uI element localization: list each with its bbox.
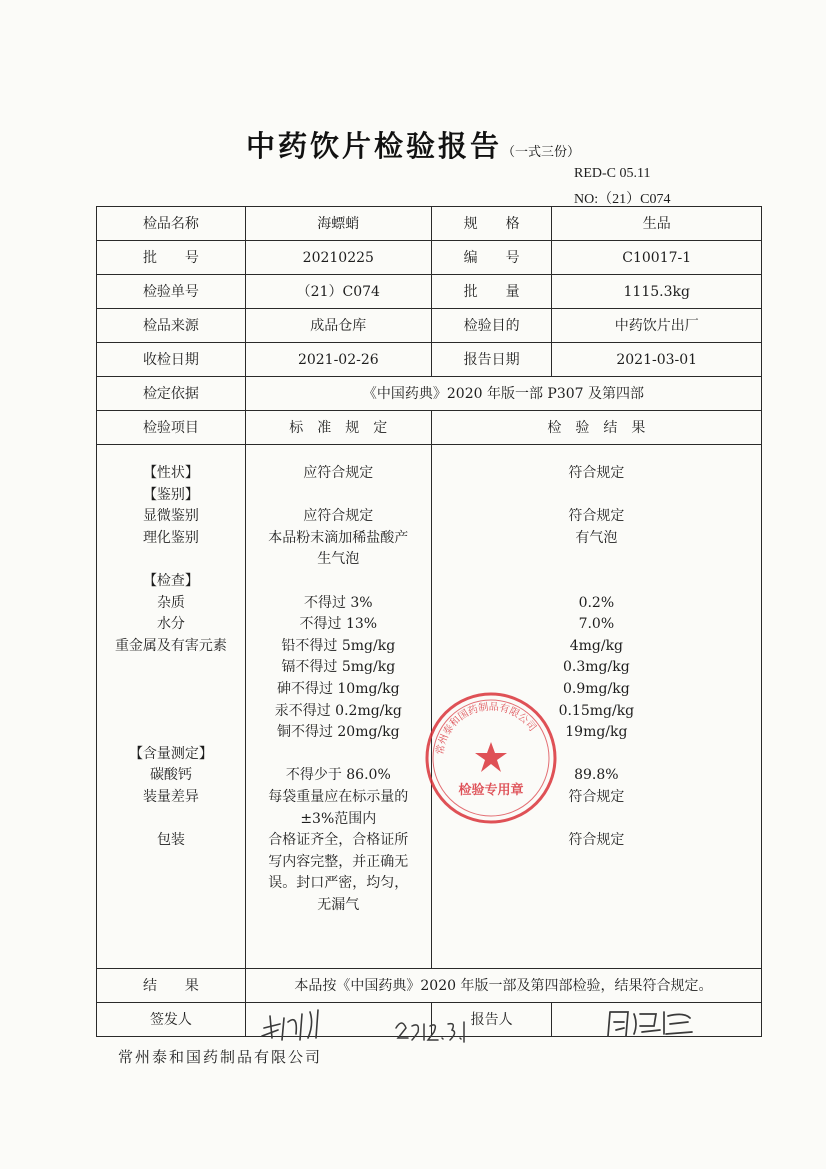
title-text: 中药饮片检验报告: [245, 129, 502, 163]
report-title: [0, 124, 826, 165]
source-label: 检品来源: [97, 309, 246, 343]
standards-cell: [245, 445, 431, 969]
report-date-label: 报告日期: [431, 343, 552, 377]
row-product-name: [97, 207, 762, 241]
batch-value: 20210225: [245, 241, 431, 275]
result-line: 0.3mg/kg: [563, 659, 630, 676]
standard-line: 每袋重量应在标示量的: [268, 788, 409, 805]
result-line: 4mg/kg: [569, 637, 624, 654]
reporter-label: 报告人: [431, 1003, 552, 1037]
result-line: 符合规定: [568, 832, 625, 849]
standard-line: 汞不得过 0.2mg/kg: [274, 702, 402, 719]
test-item: 装量差异: [142, 788, 199, 805]
standard-line: [246, 571, 431, 593]
row-conclusion: [97, 969, 762, 1003]
test-item: 碳酸钙: [149, 767, 192, 784]
standard-line: 不得过 3%: [303, 594, 373, 611]
row-dates: [97, 343, 762, 377]
standard-column-header: 标 准 规 定: [245, 411, 431, 445]
quantity-label: 批 量: [431, 275, 552, 309]
source-value: 成品仓库: [245, 309, 431, 343]
row-basis: [97, 377, 762, 411]
product-name-value: 海螵蛸: [245, 207, 431, 241]
test-item: [97, 809, 245, 831]
standard-line: 本品粉末滴加稀盐酸产: [268, 529, 409, 546]
standard-line: 应符合规定: [303, 465, 374, 481]
sign-date-handwriting: [394, 1014, 466, 1044]
result-line: 89.8%: [574, 767, 619, 784]
inspection-no-value: （21）C074: [245, 275, 431, 309]
test-item: 显微鉴别: [142, 508, 199, 525]
company-name: 常州泰和国药制品有限公司: [118, 1048, 323, 1066]
report-date-value: 2021-03-01: [552, 343, 762, 377]
test-item: 包装: [156, 832, 185, 849]
result-column-header: 检 验 结 果: [431, 411, 761, 445]
test-item: 【性状】: [142, 465, 199, 481]
inspection-stamp: [423, 690, 559, 826]
doc-code: RED-C 05.11: [574, 166, 651, 181]
test-item: 杂质: [156, 594, 185, 611]
svg-text:常州泰和国药制品有限公司: 常州泰和国药制品有限公司: [434, 701, 538, 756]
standard-line: 铜不得过 20mg/kg: [276, 724, 400, 741]
standard-line: [246, 485, 431, 507]
svg-text:检验专用章: 检验专用章: [458, 783, 524, 798]
items-cell: [97, 445, 246, 969]
test-item: [97, 701, 245, 723]
batch-label: 批 号: [97, 241, 246, 275]
result-line: 符合规定: [568, 788, 625, 805]
copies-note: （一式三份）: [502, 145, 581, 160]
items-list: [97, 463, 245, 852]
basis-label: 检定依据: [97, 377, 246, 411]
receive-date-label: 收检日期: [97, 343, 246, 377]
receive-date-value: 2021-02-26: [245, 343, 431, 377]
standards-list: [246, 463, 431, 916]
quantity-value: 1115.3kg: [552, 275, 762, 309]
standard-line: 镉不得过 5mg/kg: [281, 659, 396, 676]
result-line: 0.9mg/kg: [563, 680, 630, 697]
test-item: 理化鉴别: [142, 529, 199, 546]
test-item: 【检查】: [142, 572, 199, 589]
spec-value: 生品: [552, 207, 762, 241]
row-inspection-no: [97, 275, 762, 309]
test-item: 水分: [156, 616, 185, 633]
inspection-table: [96, 206, 762, 1037]
signer-label: 签发人: [97, 1003, 246, 1037]
standard-line: 生气泡: [317, 551, 360, 568]
basis-value: 《中国药典》2020 年版一部 P307 及第四部: [245, 377, 761, 411]
standard-line: ±3%范围内: [300, 810, 377, 827]
item-column-header: 检验项目: [97, 411, 246, 445]
doc-number: NO:（21）C074: [574, 192, 671, 207]
standard-line: 铅不得过 5mg/kg: [281, 637, 396, 654]
product-name-label: 检品名称: [97, 207, 246, 241]
test-item: 【含量测定】: [128, 745, 213, 762]
row-source: [97, 309, 762, 343]
code-value: C10017-1: [552, 241, 762, 275]
result-line: [432, 549, 761, 571]
inspection-no-label: 检验单号: [97, 275, 246, 309]
conclusion-text: 本品按《中国药典》2020 年版一部及第四部检验，结果符合规定。: [245, 969, 761, 1003]
reporter-signature: [604, 1006, 696, 1040]
test-item: [97, 657, 245, 679]
standard-line: [246, 744, 431, 766]
conclusion-label: 结 果: [97, 969, 246, 1003]
test-item: [97, 722, 245, 744]
signer-signature: [258, 1004, 348, 1044]
test-item: [97, 679, 245, 701]
purpose-label: 检验目的: [431, 309, 552, 343]
standard-line: 应符合规定: [303, 508, 374, 525]
purpose-value: 中药饮片出厂: [552, 309, 762, 343]
result-line: [432, 571, 761, 593]
standard-line: 合格证齐全，合格证所: [268, 832, 409, 849]
result-line: 0.2%: [578, 594, 615, 611]
code-label: 编 号: [431, 241, 552, 275]
result-line: 符合规定: [568, 508, 625, 525]
standard-line: 砷不得过 10mg/kg: [276, 680, 400, 697]
row-batch: [97, 241, 762, 275]
standard-line: 不得少于 86.0%: [285, 767, 391, 784]
test-item: [97, 549, 245, 571]
result-line: 符合规定: [568, 465, 625, 481]
spec-label: 规 格: [431, 207, 552, 241]
test-item: 【鉴别】: [142, 486, 199, 503]
standard-line: 不得过 13%: [299, 616, 378, 633]
result-line: 19mg/kg: [565, 724, 628, 741]
standard-line: 误。封口严密，均匀，: [268, 875, 409, 892]
standard-line: 无漏气: [317, 896, 360, 913]
result-line: 0.15mg/kg: [558, 702, 635, 719]
result-line: [432, 485, 761, 507]
standard-line: 写内容完整，并正确无: [268, 853, 409, 870]
test-item: 重金属及有害元素: [114, 637, 227, 654]
result-line: 7.0%: [578, 616, 615, 633]
result-line: 有气泡: [575, 529, 618, 546]
row-column-headers: [97, 411, 762, 445]
